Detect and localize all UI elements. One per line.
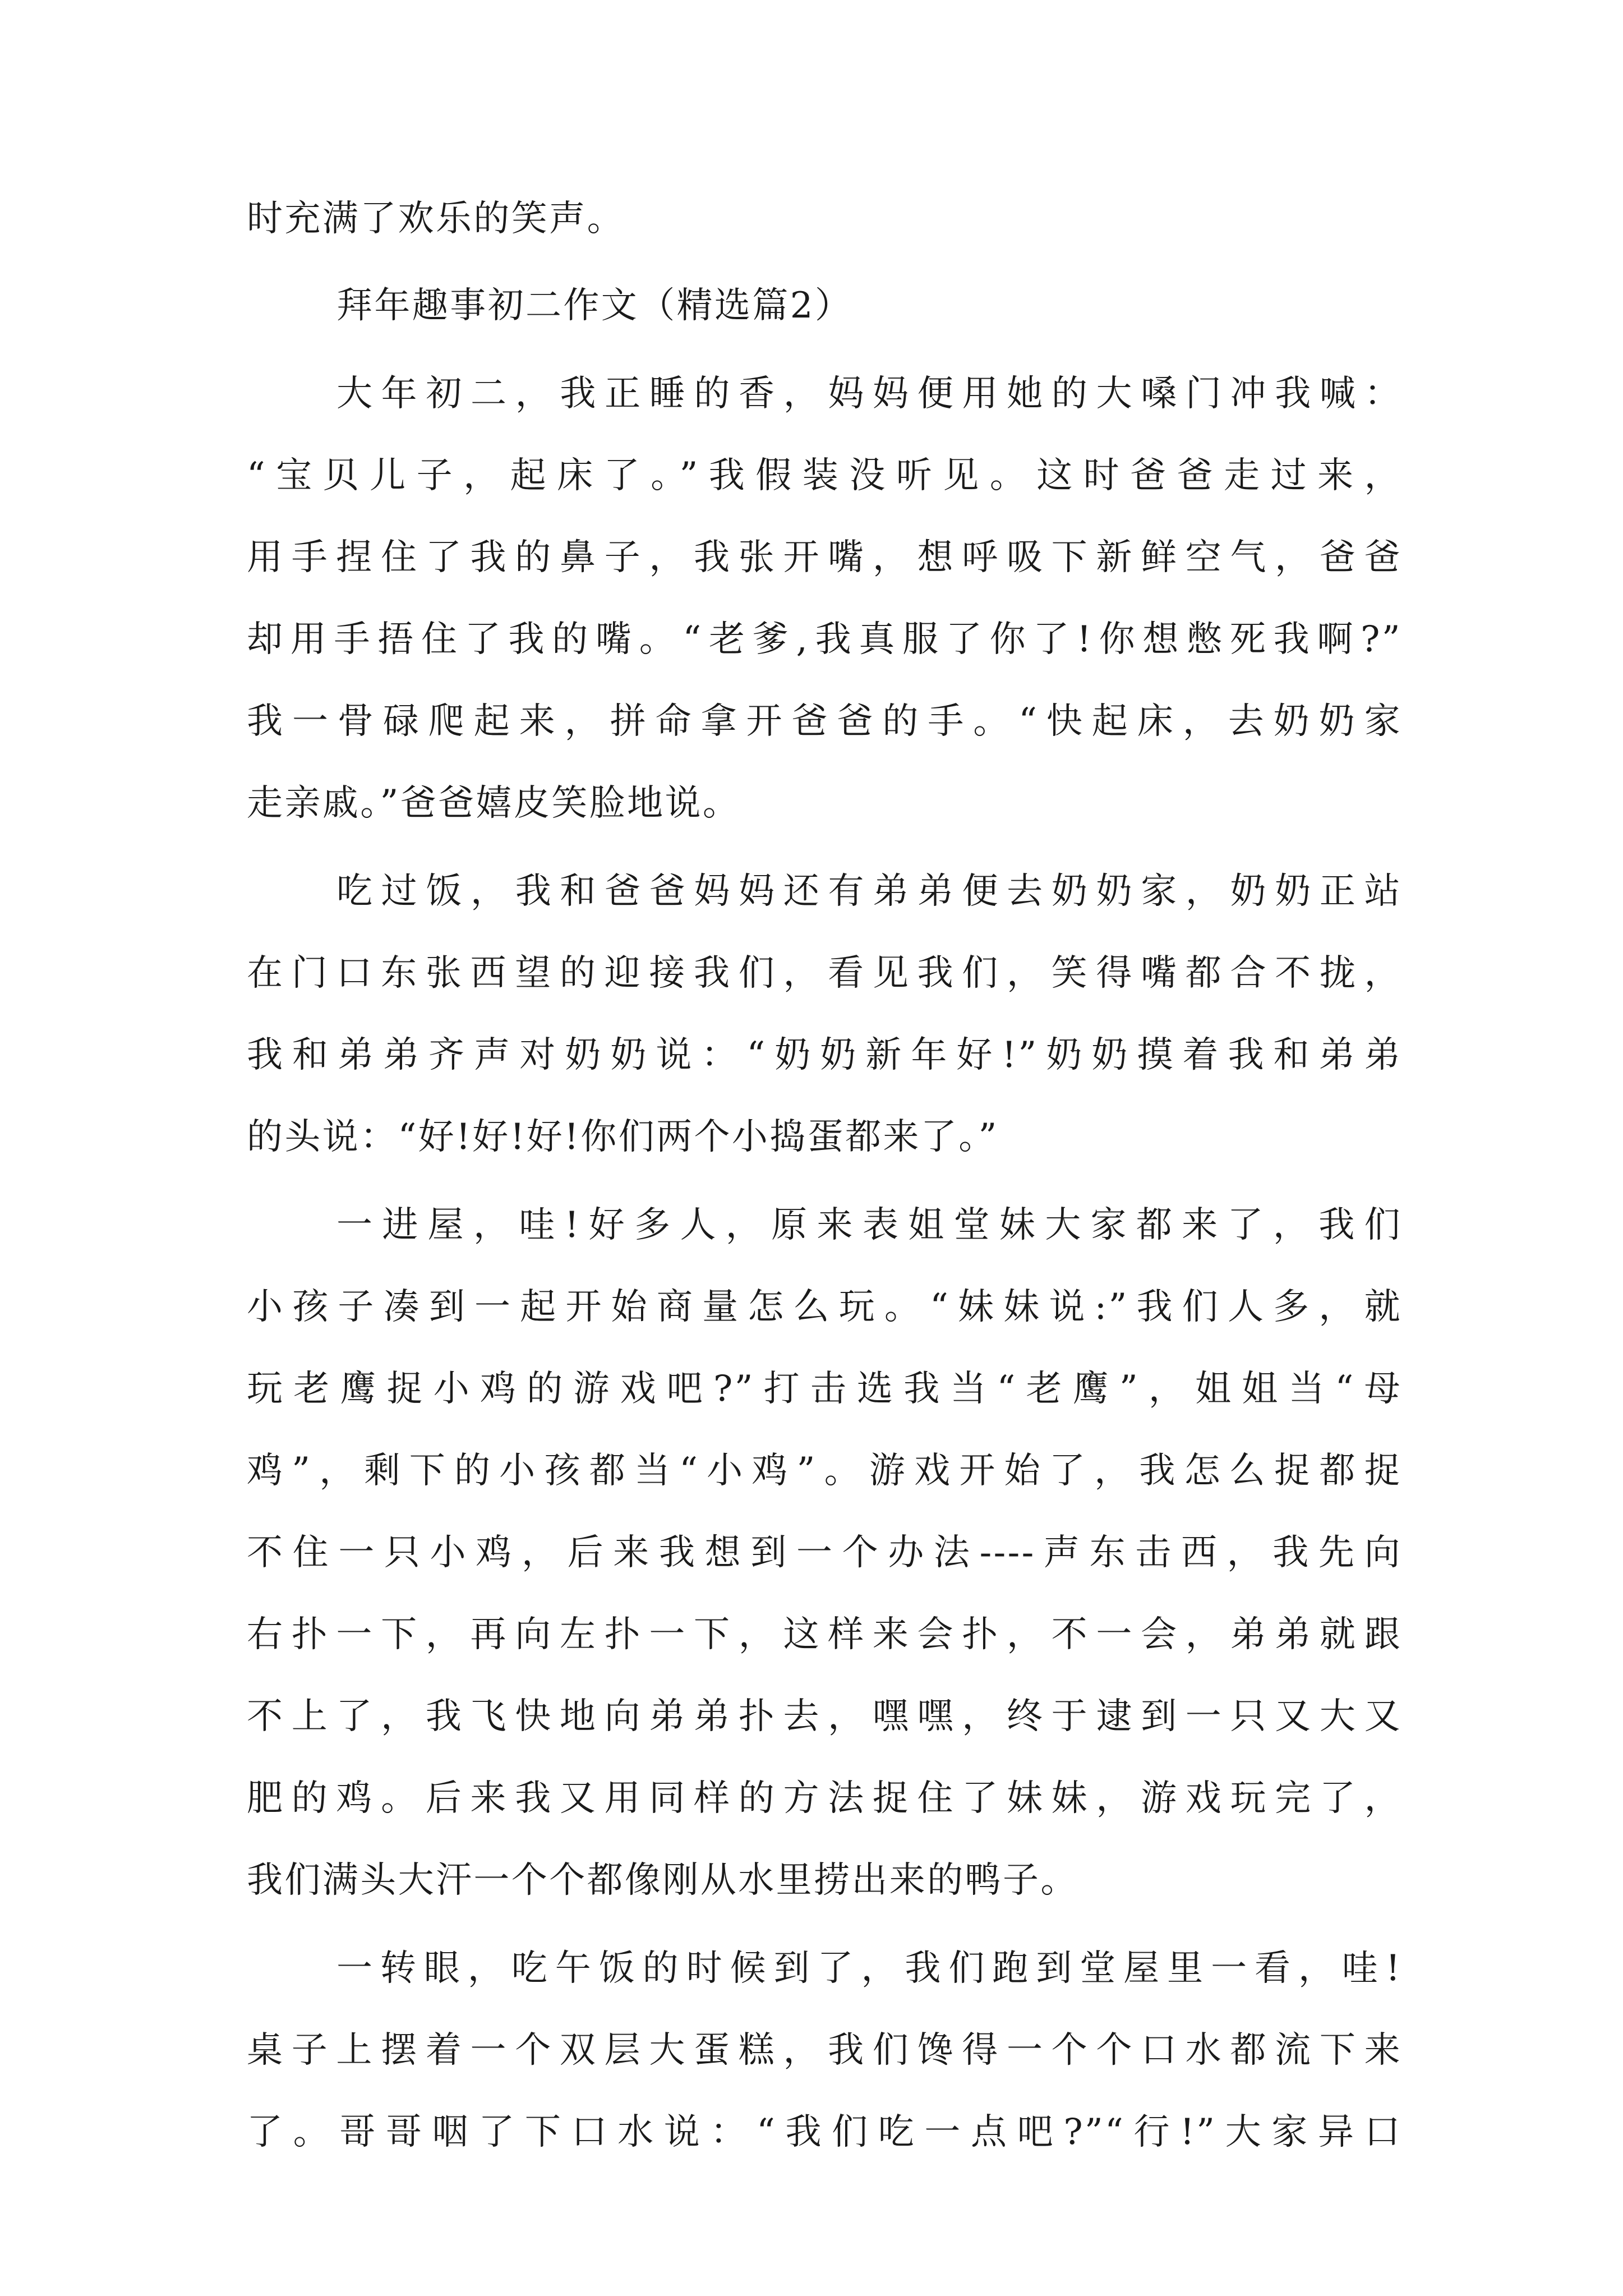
text-line: 鸡”，剩下的小孩都当“小鸡”。游戏开始了，我怎么捉都捉 — [247, 1450, 1402, 1492]
section-heading: 拜年趣事初二作文（精选篇2） — [336, 285, 853, 326]
text-line: 肥的鸡。后来我又用同样的方法捉住了妹妹，游戏玩完了， — [247, 1778, 1402, 1819]
text-line: 吃过饭，我和爸爸妈妈还有弟弟便去奶奶家，奶奶正站 — [336, 871, 1402, 912]
text-line: 用手捏住了我的鼻子，我张开嘴，想呼吸下新鲜空气，爸爸 — [247, 537, 1402, 578]
text-line: 小孩子凑到一起开始商量怎么玩。“妹妹说:”我们人多，就 — [247, 1286, 1402, 1328]
text-line: 我们满头大汗一个个都像刚从水里捞出来的鸭子。 — [247, 1860, 1078, 1901]
text-line: 不上了，我飞快地向弟弟扑去，嘿嘿，终于逮到一只又大又 — [247, 1696, 1402, 1737]
text-line: 不住一只小鸡，后来我想到一个办法----声东击西，我先向 — [247, 1532, 1402, 1573]
text-line: 桌子上摆着一个双层大蛋糕，我们馋得一个个口水都流下来 — [247, 2030, 1402, 2071]
text-line: 却用手捂住了我的嘴。“老爹,我真服了你了!你想憋死我啊?” — [247, 619, 1402, 660]
text-line: 的头说：“好!好!好!你们两个小捣蛋都来了。” — [247, 1116, 999, 1158]
text-line: 玩老鹰捉小鸡的游戏吧?”打击选我当“老鹰”，姐姐当“母 — [247, 1368, 1402, 1410]
text-line: 在门口东张西望的迎接我们，看见我们，笑得嘴都合不拢， — [247, 953, 1402, 994]
text-line: 我和弟弟齐声对奶奶说：“奶奶新年好!”奶奶摸着我和弟弟 — [247, 1034, 1402, 1076]
text-line: “宝贝儿子，起床了。”我假装没听见。这时爸爸走过来， — [247, 455, 1402, 496]
text-line: 走亲戚。”爸爸嬉皮笑脸地说。 — [247, 783, 741, 824]
text-line: 一转眼，吃午饭的时候到了，我们跑到堂屋里一看，哇! — [336, 1948, 1402, 1989]
text-line: 右扑一下，再向左扑一下，这样来会扑，不一会，弟弟就跟 — [247, 1614, 1402, 1655]
text-line: 了。哥哥咽了下口水说：“我们吃一点吧?”“行!”大家异口 — [247, 2111, 1402, 2153]
text-line: 大年初二，我正睡的香，妈妈便用她的大嗓门冲我喊： — [336, 373, 1402, 415]
text-line: 我一骨碌爬起来，拼命拿开爸爸的手。“快起床，去奶奶家 — [247, 701, 1402, 742]
text-line: 时充满了欢乐的笑声。 — [247, 198, 625, 240]
text-line: 一进屋，哇!好多人，原来表姐堂妹大家都来了，我们 — [336, 1204, 1402, 1246]
